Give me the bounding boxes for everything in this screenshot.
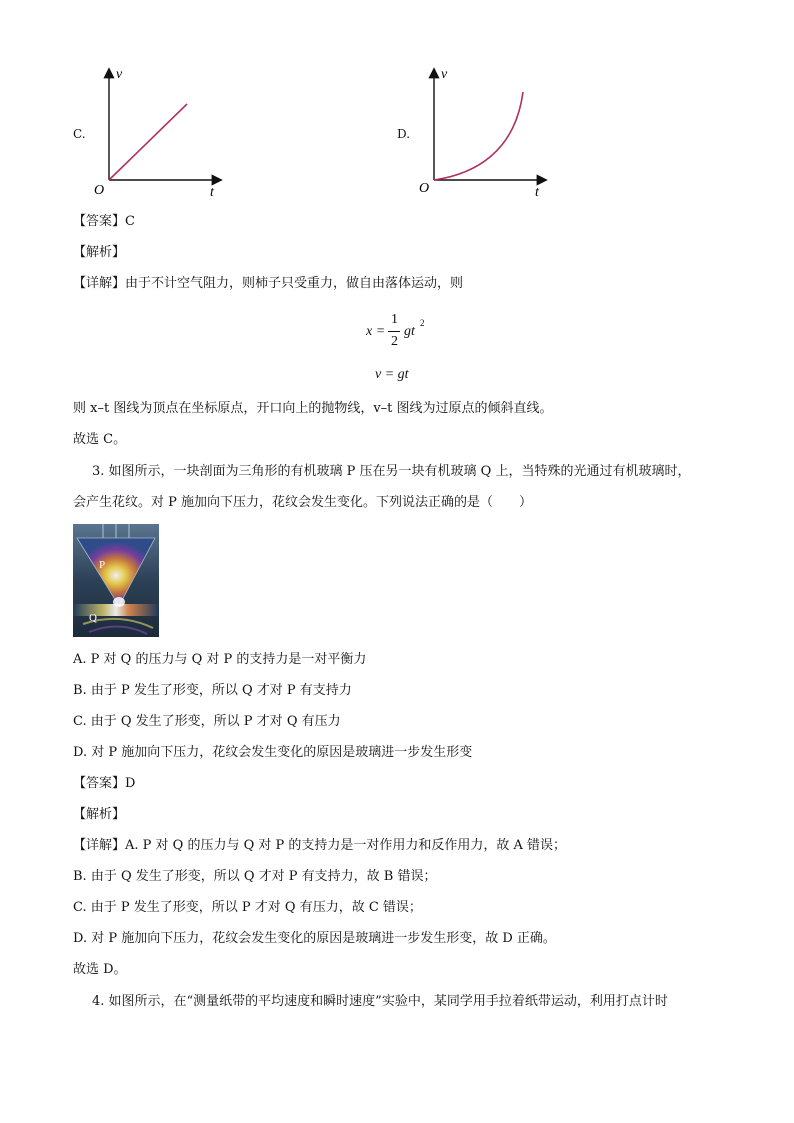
origin-label: O: [419, 181, 430, 196]
analysis-3: 【解析】: [73, 807, 126, 822]
choose-1: 故选 C。: [73, 432, 127, 447]
detail-3-a: 【详解】A. P 对 Q 的压力与 Q 对 P 的支持力是一对作用力和反作用力，故 A 错误；: [73, 838, 567, 853]
choose-3: 故选 D。: [73, 962, 127, 977]
question-4-line-1: 4. 如图所示，在“测量纸带的平均速度和瞬时速度”实验中，某同学用手拉着纸带运动，利用打点计时: [92, 994, 668, 1009]
answer-3: 【答案】D: [73, 776, 136, 791]
photo-label-q: Q: [89, 612, 97, 624]
x-axis-label: t: [535, 185, 539, 200]
analysis-1: 【解析】: [73, 245, 126, 260]
detail-3-d: D. 对 P 施加向下压力，花纹会发生变化的原因是玻璃进一步发生形变，故 D 正确。: [73, 931, 556, 946]
option-b: B. 由于 P 发生了形变，所以 Q 才对 P 有支持力: [73, 683, 352, 698]
option-a: A. P 对 Q 的压力与 Q 对 P 的支持力是一对平衡力: [73, 652, 367, 667]
y-axis-label: v: [441, 67, 448, 82]
option-c-label: C.: [73, 127, 86, 141]
origin-label: O: [94, 183, 105, 198]
v-t-curve: [434, 92, 523, 180]
formula-velocity: v = gt: [375, 367, 409, 382]
detail-3-c: C. 由于 P 发生了形变，所以 P 才对 Q 有压力，故 C 错误；: [73, 900, 422, 915]
question-3-line-1: 3. 如图所示，一块剖面为三角形的有机玻璃 P 压在另一块有机玻璃 Q 上，当特殊的光通过有机玻璃时，: [92, 464, 691, 479]
graph-d: [415, 62, 555, 202]
option-c: C. 由于 Q 发生了形变，所以 P 才对 Q 有压力: [73, 714, 341, 729]
formula-displacement: x = 1 2 gt 2: [366, 312, 425, 349]
conclusion-1: 则 x–t 图线为顶点在坐标原点，开口向上的抛物线，v–t 图线为过原点的倾斜直线。: [73, 401, 553, 416]
photo-label-p: P: [99, 559, 106, 571]
detail-1: 【详解】由于不计空气阻力，则柿子只受重力，做自由落体运动，则: [73, 276, 464, 291]
photoelastic-photo: [73, 524, 159, 637]
option-d-label: D.: [397, 127, 411, 141]
detail-3-b: B. 由于 Q 发生了形变，所以 Q 才对 P 有支持力，故 B 错误；: [73, 869, 437, 884]
answer-1: 【答案】C: [73, 214, 135, 229]
question-3-line-2: 会产生花纹。对 P 施加向下压力，花纹会发生变化。下列说法正确的是（ ）: [73, 495, 533, 510]
graph-c: [90, 62, 230, 202]
x-axis-label: t: [210, 185, 214, 200]
v-t-line: [109, 104, 187, 180]
y-axis-label: v: [116, 67, 123, 82]
option-d: D. 对 P 施加向下压力，花纹会发生变化的原因是玻璃进一步发生形变: [73, 745, 473, 760]
